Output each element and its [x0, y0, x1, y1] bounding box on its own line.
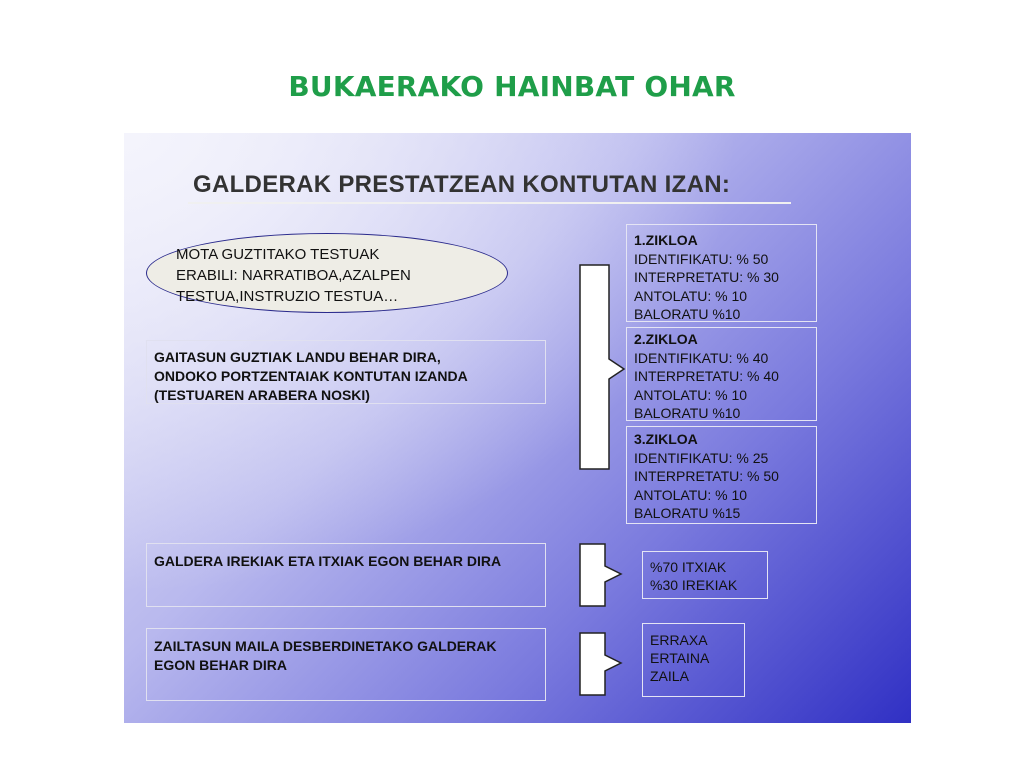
- cycle-line: ANTOLATU: % 10: [634, 386, 748, 403]
- content-panel: [124, 133, 911, 723]
- cycle-box-1: [626, 224, 817, 322]
- difficulty-box-line: ZAILTASUN MAILA DESBERDINETAKO GALDERAK: [154, 638, 497, 654]
- panel-heading: GALDERAK PRESTATZEAN KONTUTAN IZAN:: [193, 171, 731, 198]
- difficulty-level-line: ZAILA: [650, 668, 689, 684]
- cycle-line: ANTOLATU: % 10: [634, 287, 748, 304]
- difficulty-connector-arrow: [576, 632, 636, 698]
- cycle-line: BALORATU %10: [634, 306, 741, 322]
- question-types-connector-arrow: [576, 543, 636, 609]
- cycle-box-2: [626, 327, 817, 421]
- cycle-line: BALORATU %15: [634, 505, 741, 521]
- skills-box-line: ONDOKO PORTZENTAIAK KONTUTAN IZANDA: [154, 368, 468, 384]
- cycle-title: 2.ZIKLOA: [634, 331, 698, 347]
- difficulty-level-line: ERTAINA: [650, 650, 710, 666]
- question-type-line: %70 ITXIAK: [650, 559, 727, 575]
- cycle-line: IDENTIFIKATU: % 40: [634, 349, 769, 366]
- cycle-title: 3.ZIKLOA: [634, 431, 698, 447]
- cycle-box-3: [626, 426, 817, 524]
- cycle-line: ANTOLATU: % 10: [634, 486, 748, 503]
- heading-underline: [188, 202, 791, 204]
- question-types-box: [642, 551, 768, 599]
- questions-box-line: GALDERA IREKIAK ETA ITXIAK EGON BEHAR DIRA: [154, 553, 502, 569]
- text-types-ellipse: [146, 233, 508, 313]
- cycle-line: IDENTIFIKATU: % 25: [634, 449, 769, 466]
- cycle-line: INTERPRETATU: % 30: [634, 269, 779, 285]
- question-type-line: %30 IREKIAK: [650, 577, 738, 593]
- cycle-line: INTERPRETATU: % 40: [634, 368, 779, 384]
- difficulty-level-line: ERRAXA: [650, 632, 708, 648]
- ellipse-line: TESTUA,INSTRUZIO TESTUA…: [176, 288, 399, 305]
- cycle-line: IDENTIFIKATU: % 50: [634, 250, 769, 267]
- slide-title: BUKAERAKO HAINBAT OHAR: [288, 70, 736, 103]
- cycle-line: BALORATU %10: [634, 405, 741, 421]
- open-closed-questions-box: [146, 543, 546, 607]
- ellipse-line: ERABILI: NARRATIBOA,AZALPEN: [176, 267, 411, 284]
- skills-box-line: GAITASUN GUZTIAK LANDU BEHAR DIRA,: [154, 349, 441, 365]
- ellipse-line: MOTA GUZTITAKO TESTUAK: [176, 246, 380, 263]
- cycle-line: INTERPRETATU: % 50: [634, 468, 779, 484]
- difficulty-levels-box: [642, 623, 745, 697]
- difficulty-box: [146, 628, 546, 701]
- cycle-title: 1.ZIKLOA: [634, 232, 698, 248]
- skills-box-line: (TESTUAREN ARABERA NOSKI): [154, 387, 370, 403]
- skills-box: [146, 340, 546, 404]
- difficulty-box-line: EGON BEHAR DIRA: [154, 657, 288, 673]
